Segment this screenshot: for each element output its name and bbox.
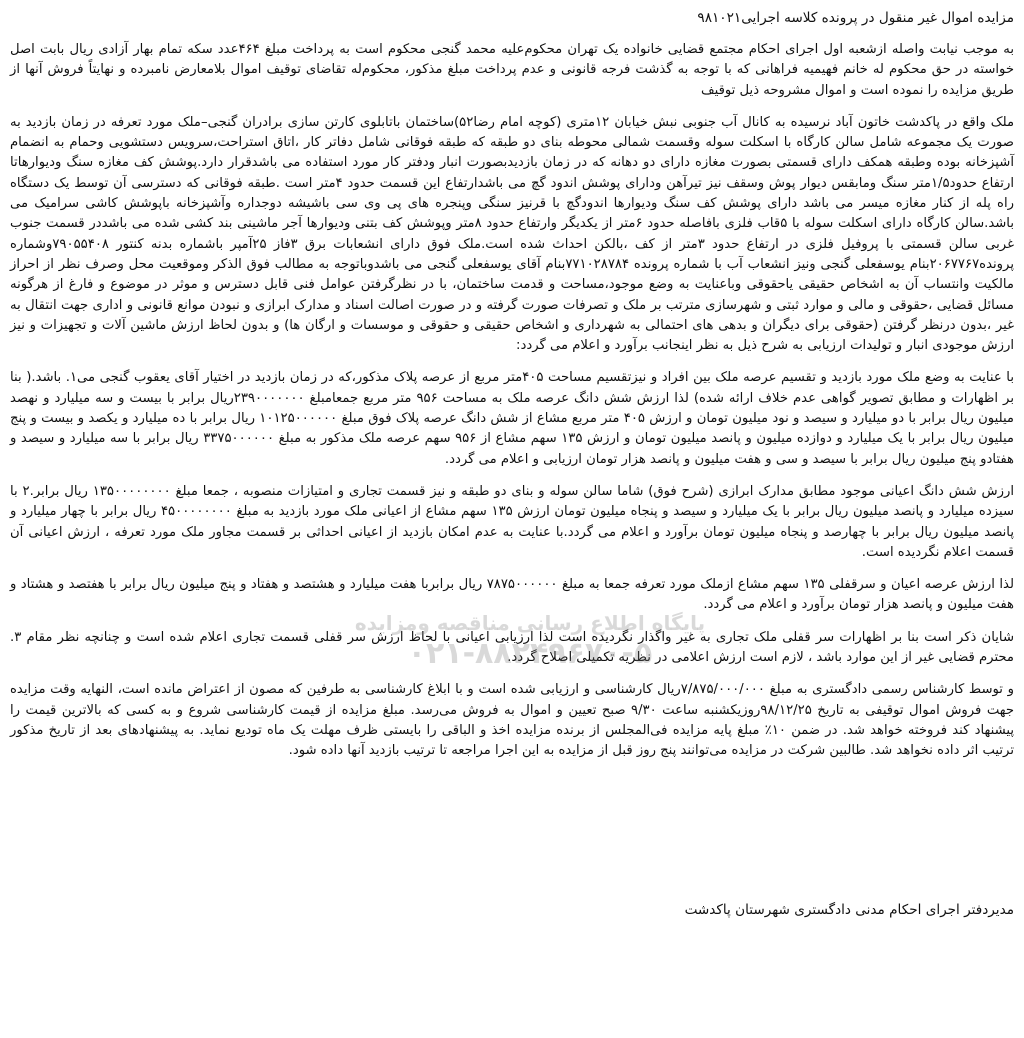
paragraph-property-description: ملک واقع در پاکدشت خاتون آباد نرسیده به کانال آب جنوبی نبش خیابان ۱۲متری (کوچه امام رضا۵۲)ساختمان باتابلوی کارتن سازی برادران گنجی–ملک مورد تعرفه در زمان بازدید به صورت یک مجموعه شامل سالن کارگاه با اسکلت سوله وقسمت شمالی محوطه بنای دو طبقه که طبقه فوقانی شامل دفاتر کار ،اتاق استراحت،سرویس دستشویی وحمام به انضمام آشپزخانه بوده وطبقه همکف دارای قسمتی بصورت مغازه دارای دو دهانه که در زمان بازدیدبصورت انبار ودفتر کار مورد استفاده می باشدقرار دارد.پوشش کف مغازه سنگ ودیوارهاتا ارتفاع حدود۱/۵متر سنگ ومابقس دیوار پوش وسقف نیز تیرآهن ودارای پوشش اندود گچ می باشدارتفاع این قسمت حدود ۴متر است .طبقه فوقانی که دسترسی آن توسط یک دستگاه راه پله از کنار مغازه میسر می باشد دارای پوشش کف سنگ ودیوارها اندودگچ با قرنیز سنگی وپنجره های پی وی سی باشیشه دوجداره وآشپزخانه باپوشش کاشی سرامیک می باشد.سالن کارگاه دارای اسکلت سوله با ۵قاب فلزی بافاصله حدود ۶متر از یکدیگر وارتفاع حدود ۸متر وپوشش کف بتنی ودیوارها آجر ماشینی بند کشی شده می باشددر قسمت جنوب غربی سالن قسمتی با پروفیل فلزی در ارتفاع حدود ۳متر از کف ،بالکن احداث شده است.ملک فوق دارای انشعابات برق ۳فاز ۲۵آمپر باشماره بدنه کنتور ۷۹۰۵۵۴۰۸وشماره پرونده۲۰۶۷۷۶۷بنام یوسفعلی گنجی ونیز انشعاب آب با شماره پرونده ۷۷۱۰۲۸۷۸۴بنام آقای یوسفعلی گنجی می باشدوباتوجه به مطالب فوق الذکر وموقعیت محل وصرف نظر از احراز مالکیت وانتساب آن به اشخاص حقیقی یاحقوقی وباعنایت به وضع موجود،مساحت و قدمت ساختمان، با در نظرگرفتن عوامل فنی قابل دسترس و موثر در موضوع و فارغ از هرگونه مسائل قضایی ،حقوقی و مالی و موارد ثبتی و شهرسازی مترتب بر ملک و تصرفات صورت گرفته و در صورت اصالت اسناد و مدارک ابرازی و نبودن موانع قانونی و اداری جهت انتقال به غیر ،بدون درنظر گرفتن (حقوقی برای دیگران و بدهی های احتمالی به شهرداری و اشخاص حقیقی و حقوقی و موسسات و ارگان ها) و بدون لحاظ ارزش ماشین آلات و تجهیزات و نیز ارزش موجودی انبار و تولیدات ارزیابی به شرح ذیل به نظر اینجانب برآورد و اعلام می گردد:	[10, 114, 1015, 354]
paragraph-total-value: لذا ارزش عرصه اعیان و سرقفلی ۱۳۵ سهم مشاع ازملک مورد تعرفه جمعا به مبلغ ۷۸۷۵۰۰۰۰۰۰ ریال برابربا هفت میلیارد و هشتصد و هفتاد و پنج میلیون ریال برابر با هفتصد و هشتاد و هفت میلیون و پانصد هزار تومان برآورد و اعلام می گردد.	[10, 577, 1014, 613]
paragraph-item-3-note: شایان ذکر است بنا بر اظهارات سر قفلی ملک تجاری به غیر واگذار نگردیده است لذا ارزیابی اعیانی با لحاظ ارزش سر قفلی قسمت تجاری اعلام شده است و چنانچه نظر مقام ۳. محترم قضایی غیر از این موارد باشد ، لازم است ارزش اعلامی در نظریه تکمیلی اصلاح گردد.	[10, 629, 1014, 666]
watermark-site-name: پایگاه اطلاع رسانی مناقصه ومزایده	[354, 611, 706, 635]
paragraph-item-1-land-value: با عنایت به وضع ملک مورد بازدید و تقسیم عرصه ملک بین افراد و نیزتقسیم مساحت ۴۰۵متر مربع از عرصه پلاک مذکور،که در زمان بازدید در اختیار آقای یعقوب گنجی می۱. باشد.( بنا بر اظهارات و مطابق تصویر گواهی عدم خلاف ارائه شده) لذا ارزش شش دانگ عرصه ملک به مساحت ۹۵۶ متر مربع جمعامبلغ ۲۳۹۰۰۰۰۰۰۰ریال برابر با بیست و سه میلیارد و نهصد میلیون ریال برابر با دو میلیارد و سیصد و نود میلیون تومان و ارزش ۴۰۵ متر مربع مشاع از شش دانگ عرصه پلاک فوق مبلغ ۱۰۱۲۵۰۰۰۰۰۰ ریال برابر با ده میلیارد و یکصد و بیست و پنج میلیون ریال برابر با یک میلیارد و دوازده میلیون و پانصد میلیون تومان و ارزش ۱۳۵ سهم مشاع از ۹۵۶ سهم عرصه ملک مذکور به مبلغ ۳۳۷۵۰۰۰۰۰۰ ریال برابر با سه میلیارد و سیصد و هفتادو پنج میلیون ریال برابر با سیصد و سی و هفت میلیون و پانصد هزار تومان ارزیابی و اعلام می گردد.	[10, 370, 1015, 467]
paragraph-seizure-order: به موجب نیابت واصله ازشعبه اول اجرای احکام مجتمع قضایی خانواده یک تهران محکوم‌علیه محمد گنجی محکوم است به پرداخت مبلغ ۴۶۴عدد سکه تمام بهار آزادی ریال بابت اصل خواسته در حق محکوم له خانم فهیمیه فراهانی که با توجه به گذشت فرجه قانونی و عدم پرداخت مبلغ مذکور، محکوم‌له تقاضای توقیف اموال بلامعارض نامبرده و نهایتاً فروش آنها از طریق مزایده را نموده است و اموال مشروحه ذیل توقیف	[10, 42, 1014, 98]
watermark-phone: ۰۲۱-۸۸۲۴۹۶۷۰-۵	[407, 636, 653, 671]
document-title: مزایده اموال غیر منقول در پرونده کلاسه اجرایی۹۸۱۰۲۱	[697, 10, 1014, 26]
paragraph-auction-terms: و توسط کارشناس رسمی دادگستری به مبلغ ۷/۸۷۵/۰۰۰/۰۰۰ریال کارشناسی و ارزیابی شده است و با ابلاغ کارشناسی به طرفین که مصون از اعتراض مانده است، النهایه وقت مزایده جهت فروش اموال توقیفی به تاریخ ۹۸/۱۲/۲۵روزیکشنبه ساعت ۹/۳۰ صبح تعیین و اموال به فروش می‌رسد. مبلغ مزایده از قیمت کارشناسی شروع و به کسی که بالاترین قیمت را پیشنهاد کند فروخته خواهد شد. در ضمن ۱۰٪ مبلغ پایه مزایده فی‌المجلس از برنده مزایده اخذ و الباقی را بایستی ظرف مهلت یک ماه تودیع نماید. به پیشنهادهای بعد از تاریخ مذکور ترتیب اثر داده نخواهد شد. طالبین شرکت در مزایده می‌توانند پنج روز قبل از مزایده به این اجرا مراجعه تا ترتیب بازدید آنها داده شود.	[10, 682, 1015, 759]
paragraph-item-2-building-value: ارزش شش دانگ اعیانی موجود مطابق مدارک ابرازی (شرح فوق) شاما سالن سوله و بنای دو طبقه و نیز قسمت تجاری و امتیازات منصوبه ، جمعا مبلغ ۱۳۵۰۰۰۰۰۰۰۰ ریال برابر.۲ با سیزده میلیارد و پانصد میلیون ریال برابر با یک میلیارد و سیصد و پنجاه میلیون تومان ارزش ۱۳۵ سهم مشاع از اعیانی ملک مورد بازدید به مبلغ ۴۵۰۰۰۰۰۰۰۰ ریال برابر با چهار میلیارد و پانصد میلیون ریال برابر با چهارصد و پنجاه میلیون تومان برآورد و اعلام می گردد.با عنایت به عدم امکان بازدید از اعیانی احداثی بر قسمت مجاور ملک مورد تعرفه ، ارزش اعیانی آن قسمت اعلام نگردیده است.	[10, 483, 1014, 560]
signature-line: مدیردفتر اجرای احکام مدنی دادگستری شهرستان پاکدشت	[684, 902, 1014, 918]
